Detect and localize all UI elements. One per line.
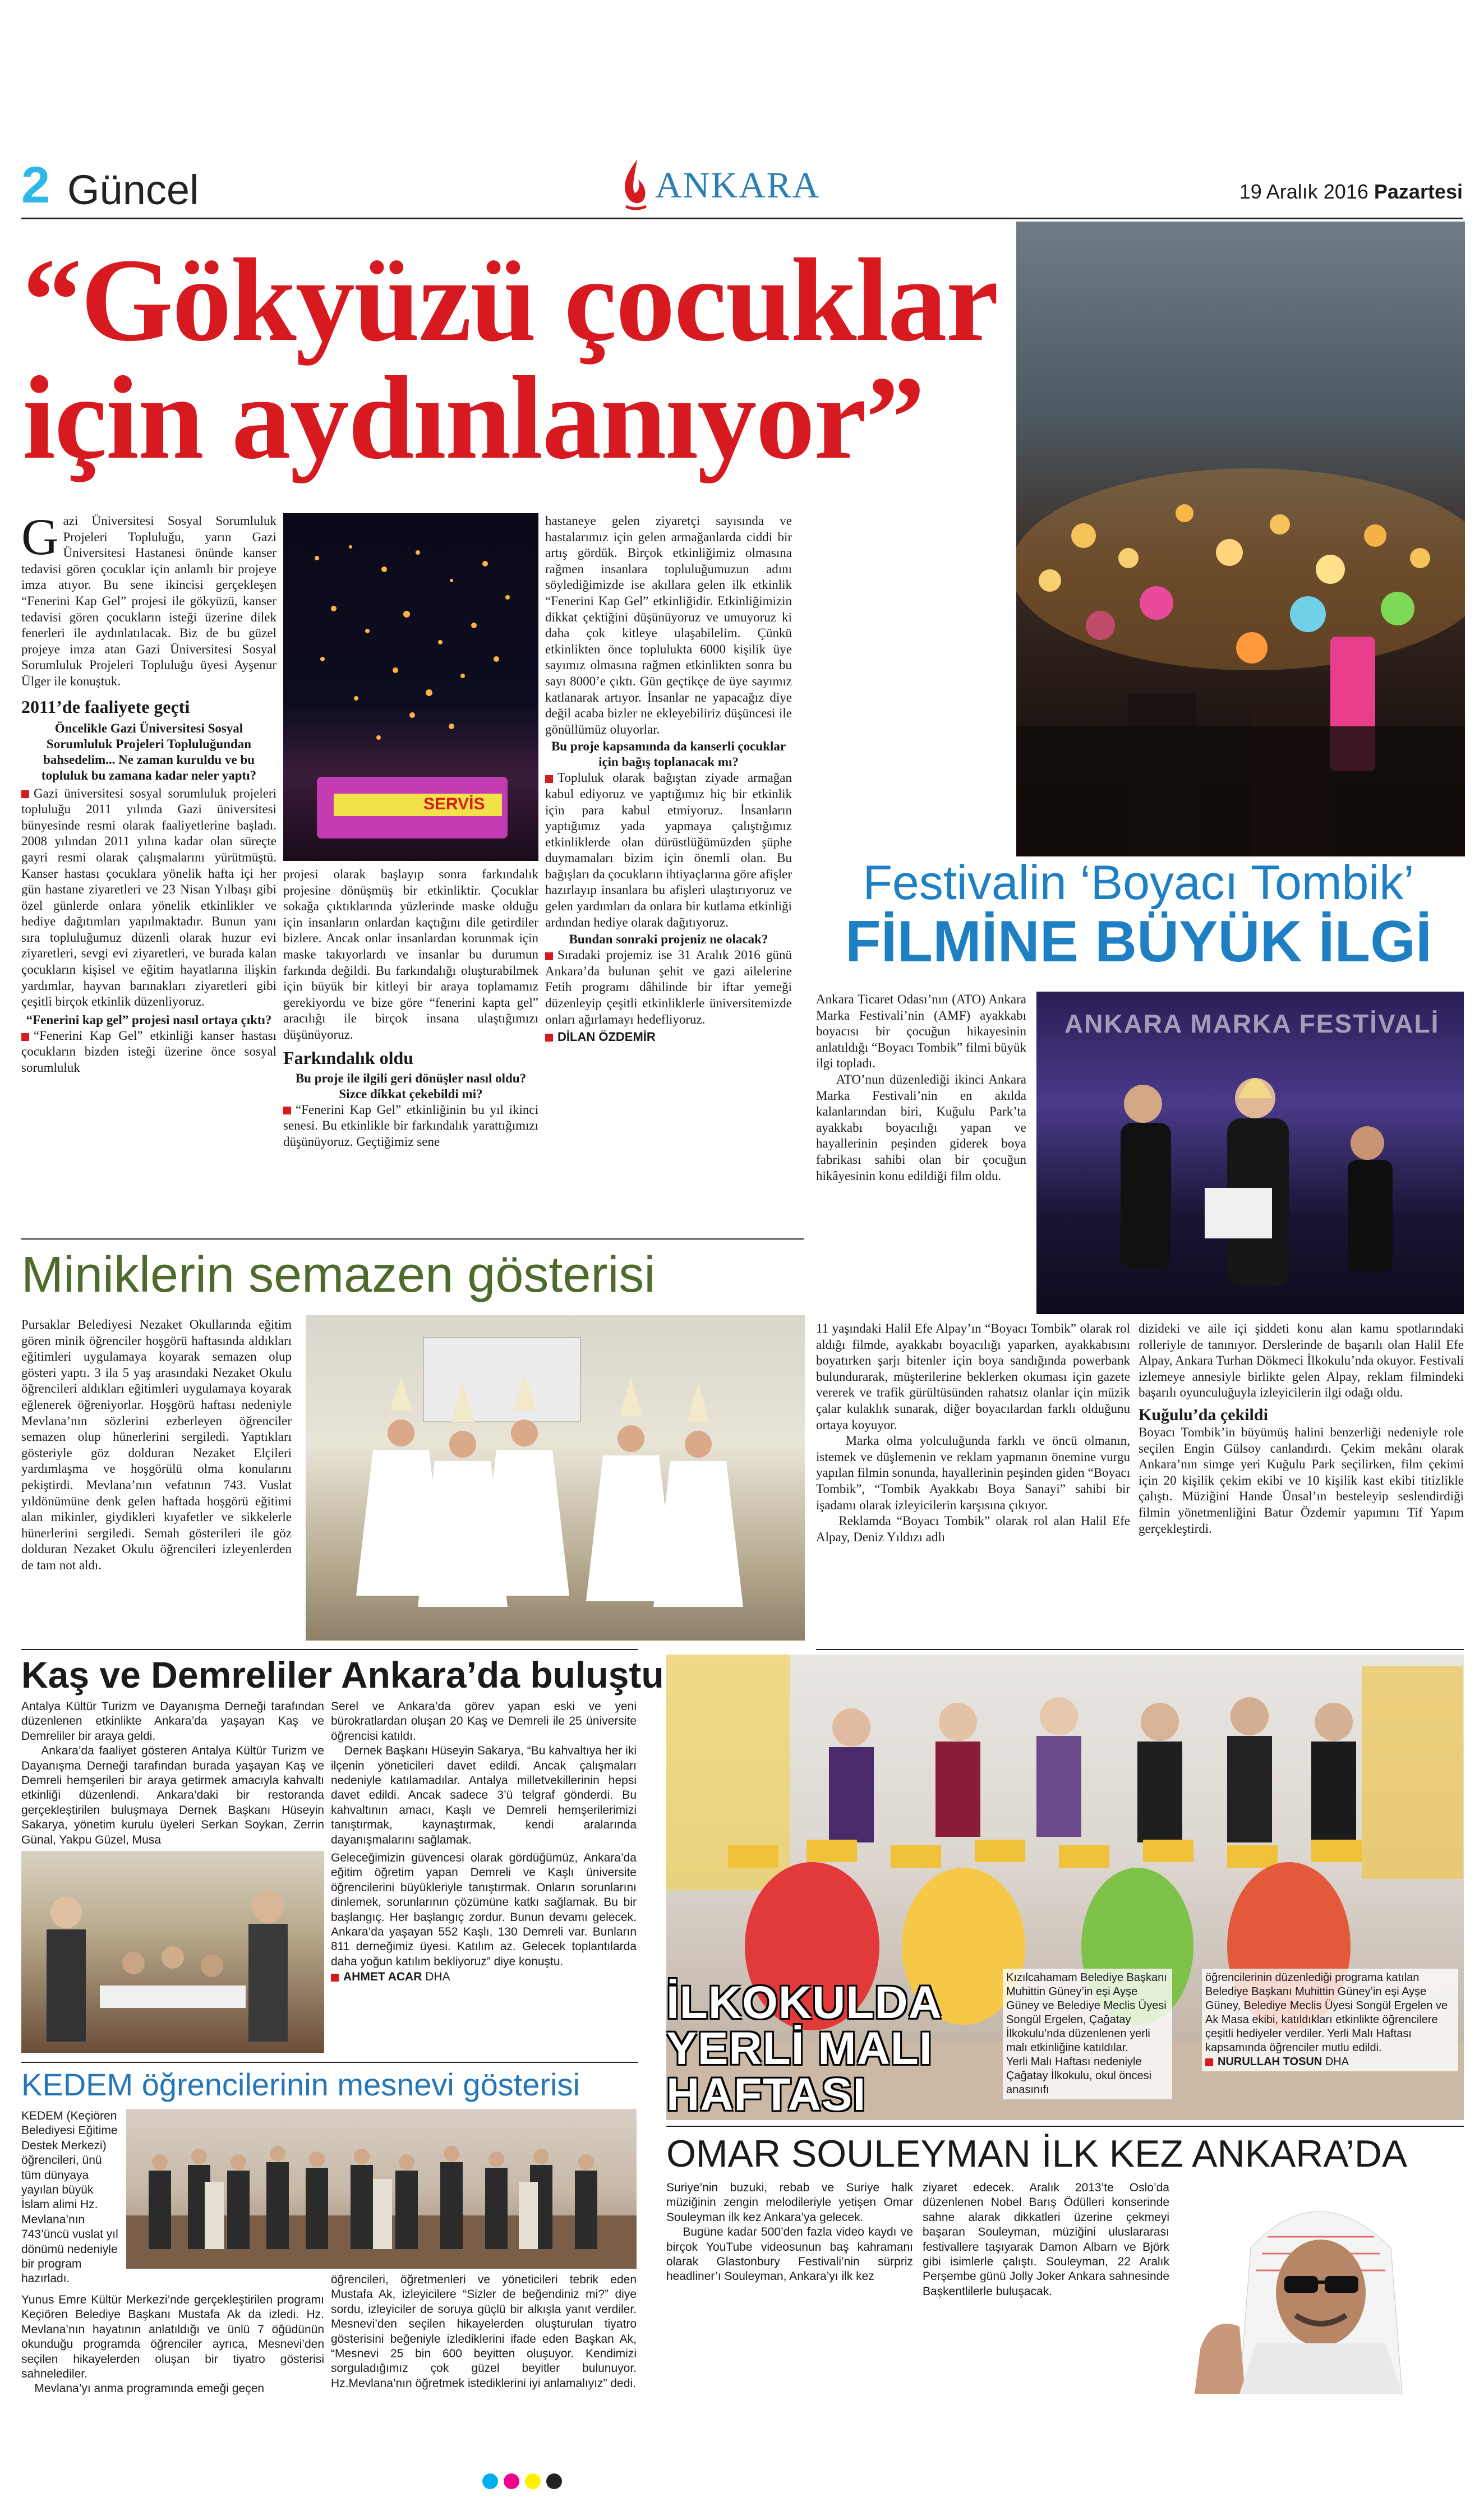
ilkokul-photo (666, 1655, 1464, 2120)
kas-col2-text: Serel ve Ankara’da görev yapan eski ve yeni bürokratlardan oluşan 20 Kaş ve Demreli ile 25 üniversite öğrencisi katıldı. Dernek Başkanı Hüseyin Sakarya, “Bu kahvaltıya her iki ilçenin yöneticileri davet edildi. Ancak çalışmaları nedeniyle katılamadılar. Antalya milletvekillerinin hepsi davet edildi. Ancak sadece 3’ü telgraf gönderdi. Bu kahvaltının amacı, Kaşlı ve Demreli hemşerilerimizi tanıştırmak, kaynaştırmak, kendi aralarında dayanışmalarını sağlamak. (331, 1700, 637, 1846)
answer-4 (545, 770, 795, 930)
kas-col3-text: Geleceğimizin güvencesi olarak gördüğümüz, Ankara’da eğitim öğretim yapan Demreli ve Kaşlı üniversite öğrencilerini büyükleriyle tanıştırmak. Onların sorunlarını dinlemek, sorunlarının çözümüne katkı sağlamak. Bu bir başlangıç. Her başlangıç zordur. Bunun devamı gelecek. Ankara’da yaşayan 552 Kaşlı, 130 Demreli var. Bunların 811 derneğimiz üyesi. Katılım az. Gelecek toplantılarda daha yoğun katılım bekliyoruz” diye konuştu. (331, 1851, 640, 1968)
ilkokul-headline (666, 1977, 980, 2120)
kedem-col2-text: öğrencileri, öğretmenleri ve yöneticileri tebrik eden Mustafa Ak, izleyicilere “Sizler de beğendiniz mi?” diye sordu, izleyiciler de soruya güçlü bir alkışla yanıt verdiler. Mesnevi’den seçilen hikayelerden oluşturulan tiyatro gösterisini beğeniyle izlediklerini ifade eden Başkan Ak, “Mesnevi 25 bin 600 beyitten oluşuyor. Kendimizi sorguladığımız çok güzel beyitler bulunuyor. Hz.Mevlana’nın öğretmek istediklerini iyi anlamalıyız” dedi. (331, 2273, 640, 2390)
main-byline-text: DİLAN ÖZDEMİR (557, 1030, 656, 1044)
omar-col1-text: Suriye’nin buzuki, rebab ve Suriye halk müziğinin zengin melodileriyle yetişen Omar Souleyman ilk kez Ankara’ya gelecek. Bugüne kadar 500’den fazla video kaydı ve birçok YouTube videosunun baş kahramanı olarak Glastonbury Festivali’nin sürpriz headliner’ı Souleyman, Ankara’yı ilk kez (666, 2181, 913, 2283)
festival-col2 (1139, 1321, 1467, 1537)
divider-festival-bottom (816, 1649, 1464, 1650)
kas-breakfast-photo (21, 1851, 324, 2053)
miniklerin-col (21, 1317, 295, 1574)
ilkokul-caption-right: öğrencilerinin düzenlediği programa katılan Belediye Başkanı Muhittin Güney’in eşi Ayşe Güney, Belediye Meclis Üyesi Songül Ergelen ve Ak Masa ekibi, katıldıkları etkinlikte öğrencilere çeşitli hediyeler verdiler. Yerli Malı Haftası kapsamında öğrenciler mutlu edildi. (1205, 1971, 1450, 2054)
main-headline (22, 234, 1144, 483)
answer-3 (283, 1102, 542, 1150)
main-intro (21, 508, 280, 690)
omar-col1 (666, 2181, 913, 2284)
kas-byline-text: AHMET ACAR (343, 1970, 422, 1984)
main-headline-line1: “Gökyüzü çocuklar (22, 234, 998, 366)
miniklerin-text: Pursaklar Belediyesi Nezaket Okullarında eğitim gören minik öğrenciler hoşgörü haftasında aldıkları eğitimleri uygulamaya koyarak semazen olup gösteri yaptı. 3 ila 5 yaş arasındaki Nezaket Okulu öğrencileri aldıkları eğitimleri uygulamaya koyarak eğlenerek öğreniyorlar. Hoşgörü haftası nedeniyle Mevlana’nın sözlerini ezberleyen öğrenciler semazen olup hünerlerini sergiledi. Yaptıkları gösteriyle göz dolduran Nezaket Elçileri yardımlaşma ve hoşgörülü olma konularını pekiştirdi. Mevlana’nın vefatının 743. Vuslat yıldönümüne denk gelen haftada hoşgörü eğitimi alan mikinler, giydikleri kıyafetler ve sikkelerle hünerlerini sergiledi. Semah gösterileri ile göz dolduran Nezaket Okulu öğrencileri izleyenlerden de tam not aldı. (21, 1317, 295, 1572)
kas-col1-text: Antalya Kültür Turizm ve Dayanışma Derneği tarafından düzenlenen etkinlikte Ankara’da yaşayan Kaş ve Demreliler bir araya geldi. Ankara’da faaliyet gösteren Antalya Kültür Turizm ve Dayanışma Derneği tarafından burada yaşayan Kaş ve Demreli hemşerileri bir araya getirmek amacıyla kahvaltı etkinliği düzenlendi. Ankara’daki bir restoranda gerçekleştirilen buluşmaya Dernek Başkanı Hüseyin Sakarya, yönetim kurulu üyeleri Serkan Soykan, Zerrin Günal, Yakpu Güzel, Musa (21, 1700, 324, 1846)
bullet-square (21, 1033, 29, 1041)
miniklerin-headline: Miniklerin semazen gösterisi (21, 1247, 656, 1303)
ilkokul-byline-agency: DHA (1325, 2056, 1349, 2068)
kas-headline: Kaş ve Demreliler Ankara’da buluştu (21, 1654, 664, 1696)
lantern-crowd-photo (1016, 222, 1465, 856)
ilkokul-caption-left: Kızılcahamam Belediye Başkanı Muhittin Güney’in eşi Ayşe Güney ve Belediye Meclis Üyesi Songül Ergelen, Çağatay İlkokulu’nda düzenlenen yerli malı etkinliğine katıldılar. Yerli Malı Haftası nedeniyle Çağatay İlkokulu, okul öncesi anasınıfı (1003, 1969, 1172, 2099)
answer-5 (545, 947, 795, 1028)
kas-byline (331, 1970, 637, 1984)
main-byline (545, 1030, 792, 1044)
dropcap: G (21, 508, 59, 565)
kas-col3 (331, 1851, 640, 1984)
ilkokul-headline-line3: HAFTASI (666, 2069, 867, 2120)
festival-banner: ANKARA MARKA FESTİVALİ (1064, 1009, 1440, 1038)
main-headline-line2: için aydınlanıyor” (22, 352, 924, 483)
answer-4-text: Topluluk olarak bağıştan ziyade armağan kabul ediyoruz ve yaptığımız hiç bir etkinlik için para kabul etmiyoruz. İnsanların yaptığımız yada yapmaya çalıştığımız etkinliklerde olan dürüstlüğümüzden şüphe duymamaları bizim için önemli olan. Bu bağışları da çocukların ihtiyaçlarına göre afişler hazırlayıp insanlara bu afişleri ulaştırıyoruz ve gelen yardımları da onlara bir kutlama etkinliği ardından hediye olarak dağıtıyoruz. (545, 771, 795, 929)
question-2: “Fenerini kap gel” projesi nasıl ortaya çıktı? (26, 1012, 272, 1027)
main-col3-text: hastaneye gelen ziyaretçi sayısında ve hastalarımız için gelen armağanlarda ciddi bir artış gördük. Birçok etkinliğimiz olmasına rağmen insanlara topluluğumuzun adını söylediğimizde ise akıllara gelen ilk etkinlik “Fenerini Kap Gel” etkinliğidir. Etkinliğimizin dikkat çektiğini düşünüyoruz ve umuyoruz ki daha çok kitleye ulaşabilelim. Çünkü etkinlikten önce toplulukta 6000 kişilik üye sayımız olmasına rağmen etkinlikten sonra bu sayı 8000’e çıktı. Gün geçtikçe de üye sayımız katlanarak artıyor. İnsanlar ne yapacağız diye değil acaba bizler ne ekleyebiliriz düşüncesi ile gönüllümüz oluyorlar. (545, 514, 795, 736)
ilkokul-headline-line1: İLKOKULDA (666, 1977, 942, 2028)
kas-byline-agency: DHA (425, 1970, 450, 1984)
magenta-dot (504, 2473, 519, 2489)
kedem-stage-photo (126, 2109, 637, 2269)
main-col3 (545, 513, 795, 1044)
omar-headline: OMAR SOULEYMAN İLK KEZ ANKARA’DA (666, 2132, 1408, 2175)
festival-col2b-text: Boyacı Tombik’in büyümüş halini benzerliği nedeniyle role seçilen Engin Gülsoy canlandırdı. Çekim mekânı olarak Ankara’nın simge yeri Kuğulu Park seçilirken, film çekimi için 20 kişilik çekim ekibi ve 10 kişilik kast ekibi titizlikle çalıştı. Müziğini Hande Ünsal’ın besteleyip seslendirdiği filmin yönetmenliğini Batur Özdemir yapımını Tif Yapım gerçekleştirdi. (1139, 1425, 1467, 1536)
kedem-headline: KEDEM öğrencilerinin mesnevi gösterisi (21, 2067, 580, 2102)
omar-col2-text: ziyaret edecek. Aralık 2013’te Oslo’da düzenlenen Nobel Barış Ödülleri konserinde sahne alarak dikkatleri üzerine çekmeyi başaran Souleyman, müziğini uluslararası festivallere taşıyarak Damon Albarn ve Björk gibi isimlerle çalıştı. Souleyman, 22 Aralık Perşembe günü Jolly Joker Ankara sahnesinde Başkentlilerle buluşacak. (923, 2181, 1173, 2298)
lantern-sky-photo (283, 513, 538, 861)
kas-col1 (21, 1699, 324, 1848)
ankara-logo (616, 157, 851, 213)
answer-3-text: “Fenerini Kap Gel” etkinliğinin bu yıl ikinci senesi. Bu etkinlikle bir farkındalık yarattığımızı düşünüyoruz. Geçtiğimiz sene (283, 1102, 542, 1149)
answer-2 (21, 1028, 280, 1076)
ilkokul-byline (1205, 2055, 1455, 2069)
festival-col2-text: dizideki ve aile içi şiddeti konu alan kamu spotlarındaki rolleriyle de tanınıyor. Derslerinde de başarılı olan Halil Efe Alpay, Ankara Turhan Dökmeci İlkokulu’nda okuyor. Festivali izlemeye annesiyle birlikte gelen Alpay, reklam filmindeki başarılı oyunculuğuyla izleyicilerin ilgi odağı oldu. (1139, 1321, 1467, 1400)
divider-kedem (21, 2062, 638, 2063)
weekday-text: Pazartesi (1374, 180, 1463, 203)
page-number: 2 (21, 156, 50, 214)
ilkokul-byline-text: NURULLAH TOSUN (1218, 2056, 1322, 2068)
kedem-col1 (21, 2293, 324, 2397)
yellow-dot (525, 2473, 541, 2489)
main-col1 (21, 508, 280, 1076)
kedem-intro-col (21, 2109, 122, 2287)
bullet-square (1205, 2058, 1213, 2066)
festival-col1 (816, 992, 1026, 1184)
answer-5-text: Sıradaki projemiz ise 31 Aralık 2016 günü Ankara’da bulunan şehit ve gazi ailelerine Fetih programı dâhilinde bir iftar yemeği düzenleyip çeşitli etkinliklerle üniversitemizde onları ağırlamayı hedefliyoruz. (545, 948, 795, 1026)
subhead-2011: 2011’de faaliyete geçti (21, 696, 190, 717)
kedem-intro: KEDEM (Keçiören Belediyesi Eğitime Destek Merkezi) öğrencileri, ünü tüm dünyaya yayılan büyük İslam alimi Hz. Mevlana’nın 743’üncü vuslat yıl dönümü nedeniyle bir program hazırladı. (21, 2109, 122, 2286)
answer-1-text: Gazi üniversitesi sosyal sorumluluk projeleri topluluğu 2011 yılında Gazi üniversitesi bünyesinde resmi olarak faaliyetlerine başladı. 2008 yılından 2011 yılına kadar olan süreçte gayri resmi olarak çalışmalarını yürütmüştü. Kanser hastası çocuklara yönelik hafta içi her gün hastane ziyaretleri ve 23 Nisan Yılbaşı gibi özel günlerde onlara yönelik etkinlikler ve hediye dağıtımları yapılmaktadır. Bunun yanı sıra topluluğumuz düzenli olarak huzur evi ziyaretleri, sevgi evi ziyaretleri, ve burada kalan çocukların kişisel ve eğitim hayatlarına ilişkin yardımlar, hayvan barınakları ziyaretleri gibi çeşitli birçok etkinlik düzenliyoruz. (21, 786, 280, 1009)
section-title: Güncel (67, 167, 199, 213)
omar-col2 (923, 2181, 1173, 2299)
omar-souleyman-photo (1178, 2181, 1464, 2394)
festival-col1b-text: 11 yaşındaki Halil Efe Alpay’ın “Boyacı Tombik” olarak rol aldığı filmde, ayakkabı boyacılığı yaparken, ayakkabısını boyatırken şarjı bitenler için boya sandığında powerbank bulundurarak, müşterilerine beklerken okuması için gazete vererek ve trafik gürültüsünden rahatsız olanlar için müzik çalar kulaklık sunarak, diğer boyacılardan farklı olduğunu ortaya koyuyor. Marka olma yolculuğunda farklı ve öncü olmanın, istemek ve düşlemenin ve reklam yapmanın önemine vurgu yapılan filmin sonunda, hayallerinin peşinden giden “Boyacı Tombik”, “Tombik Ayakkabı Boya Sanayi” sahibi bir işadamı olarak izleyicilerin karşısına çıkıyor. Reklamda “Boyacı Tombik” olarak rol alan Halil Efe Alpay, Deniz Yıldızı adlı (816, 1321, 1130, 1544)
festival-headline (813, 855, 1464, 973)
cyan-dot (482, 2473, 498, 2489)
main-col2-text: projesi olarak başlayıp sonra farkındalık projesine dönüşmüş bir etkinliktir. Çocuklar sokağa çıktıklarında yüzlerinde maske olduğu için insanların onlardan kaçtığını dile getirdiler bizlere. Ancak onlar insanlardan korunmak için maske takıyorlardı ve insanlar bu durumun farkında değildi. Bu farkındalığı oluşturabilmek için büyük bir kitleyi bir araya toplamamız gerekiyordu ve bize göre “fenerini kapta gel” aracılığı ile birçok insana ulaştığımızı düşünüyoruz. (283, 867, 542, 1042)
logo-text: ANKARA (655, 165, 821, 206)
ilkokul-caption-right-box (1202, 1969, 1458, 2071)
question-4: Bu proje kapsamında da kanserli çocuklar için bağış toplanacak mı? (551, 739, 786, 770)
kedem-col2 (331, 2273, 640, 2391)
bullet-square (545, 775, 553, 783)
question-5: Bundan sonraki projeniz ne olacak? (569, 932, 768, 947)
bullet-square (545, 952, 553, 960)
flame-icon (616, 157, 655, 213)
answer-1 (21, 786, 280, 1010)
kas-col2 (331, 1699, 637, 1848)
main-intro-text: azi Üniversitesi Sosyal Sorumluluk Projeleri Topluluğu, yarın Gazi Üniversitesi Hastanesi önünde kanser tedavisi gören çocuklar için anlamlı bir projeye imza atıyor. Bu sene ikincisi gerçekleşen “Fenerini Kap Gel” projesi ile gökyüzü, kanser tedavisi gören çocukların isteği üzerine dilek fenerleri ile aydınlatılacak. Biz de bu güzel projeye imza atan Gazi Üniversitesi Sosyal Sorumluluk Projeleri Topluluğu üyesi Ayşenur Ülger ile konuştuk. (21, 514, 280, 688)
main-col2 (283, 867, 542, 1150)
semazen-photo (306, 1315, 805, 1641)
black-dot (546, 2473, 562, 2489)
divider-minikler (21, 1238, 804, 1240)
page-header (21, 157, 1463, 213)
kedem-col1-text: Yunus Emre Kültür Merkezi’nde gerçekleştirilen programı Keçiören Belediye Başkanı Mustafa Ak da izledi. Hz. Mevlana’nın hayatının anlatıldığı ve ünlü 7 öğüdünün okunduğu programda öğrenciler ayrıca, Mesnevi’den seçilen hikayelerden oluşan bir tiyatro gösterisi sahnelediler. Mevlana’yı anma programında emeği geçen (21, 2293, 324, 2395)
festival-col1b (816, 1321, 1130, 1545)
question-1: Öncelikle Gazi Üniversitesi Sosyal Sorumluluk Projeleri Topluluğundan bahsedelim... Ne zaman kuruldu ve bu topluluk bu zamana kadar neler yaptı? (41, 721, 257, 782)
registration-marks (482, 2473, 606, 2490)
festival-headline-line2: FİLMİNE BÜYÜK İLGİ (845, 909, 1432, 974)
bullet-square (283, 1107, 291, 1114)
bus-sign: SERVİS (423, 795, 485, 813)
festival-col1-text: Ankara Ticaret Odası’nın (ATO) Ankara Marka Festivali’nin (AMF) ayakkabı boyacısı bir çocuğun hikayesinin anlatıldığı “Boyacı Tombik” filmi büyük ilgi topladı. ATO’nun düzenlediği ikinci Ankara Marka Festivali’nin en akılda kalanlarından biri, Kuğulu Park’ta ayakkabı boyacılığı yapan ve hayallerinin peşinden giderek boya fabrikası sahibi olan bir çocuğun hikâyesinin konu edildiği film oldu. (816, 992, 1027, 1183)
bullet-square (545, 1034, 553, 1042)
divider-omar (666, 2126, 1464, 2127)
date-text: 19 Aralık 2016 (1239, 180, 1368, 203)
divider-kas (21, 1649, 638, 1650)
ilkokul-headline-line2: YERLİ MALI (666, 2023, 933, 2074)
festival-headline-line1: Festivalin ‘Boyacı Tombik’ (863, 856, 1414, 910)
festival-stage-photo (1036, 992, 1464, 1314)
question-3: Bu proje ile ilgili geri dönüşler nasıl oldu? Sizce dikkat çekebildi mi? (295, 1071, 527, 1101)
bullet-square (21, 790, 29, 798)
answer-2-text: “Fenerini Kap Gel” etkinliği kanser hastası çocukların bizden isteği üzerine önce sosyal sorumluluk (21, 1028, 280, 1075)
bullet-square (331, 1974, 339, 1982)
subhead-kugulu: Kuğulu’da çekildi (1139, 1405, 1268, 1424)
subhead-farkindalik: Farkındalık oldu (283, 1047, 414, 1068)
header-divider (21, 218, 1463, 219)
date-line (1239, 181, 1463, 203)
